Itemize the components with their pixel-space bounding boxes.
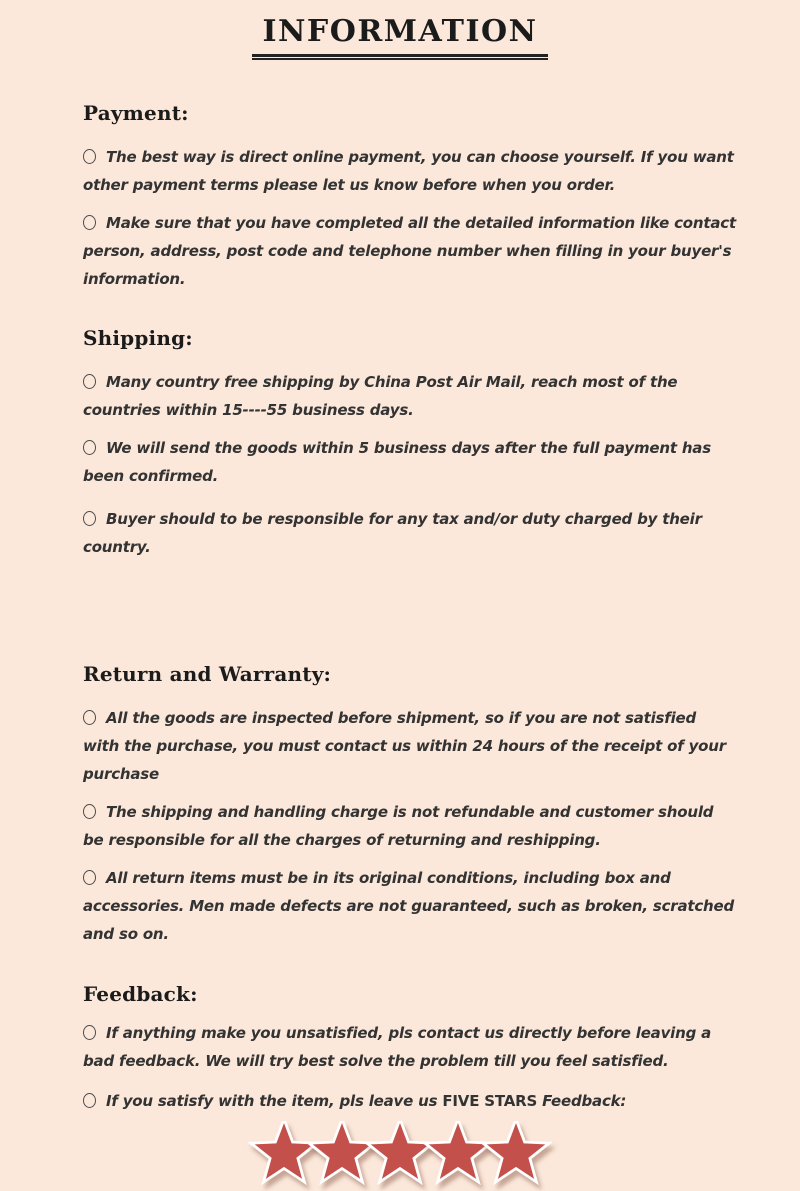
bullet-text: Make sure that you have completed all the detailed information like contact person, address, post code and telephone number when filling in your buyer's information. (83, 214, 736, 288)
circle-bullet-icon (83, 149, 96, 164)
bullet-item (83, 704, 736, 788)
bullet-item (83, 143, 736, 199)
section-heading-feedback: Feedback: (83, 982, 198, 1006)
circle-bullet-icon (83, 710, 96, 725)
circle-bullet-icon (83, 870, 96, 885)
bullet-text: Many country free shipping by China Post Air Mail, reach most of the countries within 15----55 business days. (83, 373, 678, 419)
bullet-text: The best way is direct online payment, you can choose yourself. If you want other payment terms please let us know before when you order. (83, 148, 734, 194)
bullet-text: If you satisfy with the item, pls leave us (106, 1092, 443, 1110)
page-title: INFORMATION (252, 15, 547, 57)
bullet-item (83, 505, 736, 561)
star-icon (480, 1121, 552, 1191)
bullet-text: All return items must be in its original conditions, including box and accessories. Men made defects are not guaranteed, such as broken, scratched and so on. (83, 869, 735, 943)
five-stars-emphasis: FIVE STARS (442, 1092, 538, 1110)
circle-bullet-icon (83, 374, 96, 389)
circle-bullet-icon (83, 1093, 96, 1108)
circle-bullet-icon (83, 1025, 96, 1040)
circle-bullet-icon (83, 511, 96, 526)
bullet-item (83, 864, 736, 948)
bullet-item (83, 1087, 736, 1115)
section-heading-payment: Payment: (83, 101, 189, 125)
bullet-item (83, 798, 736, 854)
bullet-text: We will send the goods within 5 business days after the full payment has been confirmed. (83, 439, 711, 485)
section-heading-shipping: Shipping: (83, 326, 193, 350)
bullet-text: If anything make you unsatisfied, pls contact us directly before leaving a bad feedback. We will try best solve the problem till you feel satisfied. (83, 1024, 712, 1070)
bullet-item (83, 434, 736, 490)
section-heading-return-warranty: Return and Warranty: (83, 662, 332, 686)
circle-bullet-icon (83, 215, 96, 230)
bullet-text: The shipping and handling charge is not refundable and customer should be responsible for all the charges of returning and reshipping. (83, 803, 714, 849)
bullet-item (83, 1019, 736, 1075)
star-rating (0, 1121, 800, 1191)
info-content (0, 100, 800, 1115)
bullet-text: All the goods are inspected before shipment, so if you are not satisfied with the purchase, you must contact us within 24 hours of the receipt of your purchase (83, 709, 726, 783)
circle-bullet-icon (83, 804, 96, 819)
circle-bullet-icon (83, 440, 96, 455)
bullet-text: Feedback: (537, 1092, 627, 1110)
bullet-item (83, 209, 736, 293)
bullet-item (83, 368, 736, 424)
bullet-text: Buyer should to be responsible for any tax and/or duty charged by their country. (83, 510, 702, 556)
page-header (0, 0, 800, 57)
